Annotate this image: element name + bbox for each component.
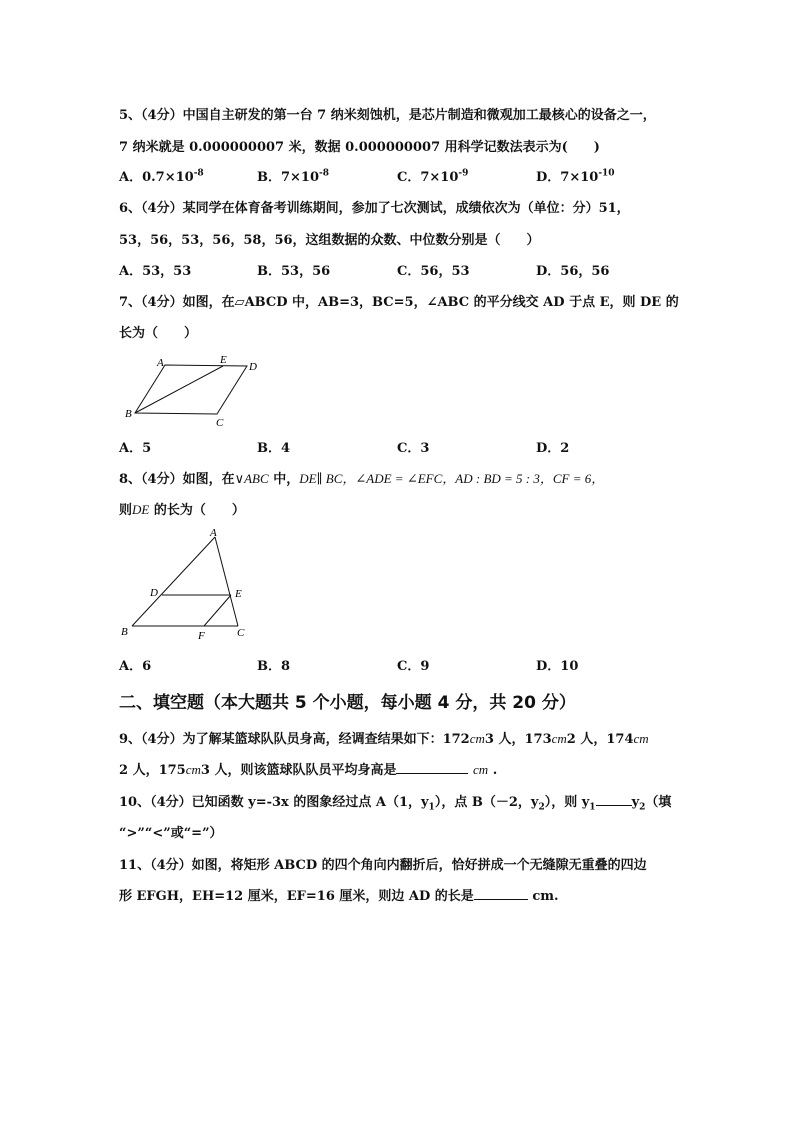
q7-parallelogram — [135, 365, 247, 414]
q8-label-c: C — [237, 627, 245, 639]
q5-option-c: C．$7\times 10^{-9}$ — [397, 168, 469, 185]
q7-label-c: C — [216, 417, 224, 429]
q7-bisector-be — [135, 366, 223, 413]
q7-label-b: B — [125, 408, 132, 420]
q7-option-b: B．4 — [257, 441, 291, 456]
q5-option-b: B．$7\times 10^{-8}$ — [257, 168, 330, 185]
q8-triangle-figure — [118, 525, 258, 645]
q8-line2: 则DE 的长为（ ） — [119, 502, 245, 518]
q8-option-d: D．10 — [536, 659, 579, 674]
q8-label-b: B — [121, 626, 128, 638]
q7-label-e: E — [220, 354, 227, 366]
q5-line2: 7 纳米就是 0.000000007 米，数据 0.000000007 用科学记数法表示为( ) — [119, 140, 600, 155]
q8-side-ac — [215, 537, 238, 626]
q10-line1: 10、（4分）已知函数 y=-3x 的图象经过点 A（1，$y_1$），点 B（－2，$y_2$），则 $y_1$ $y_2$（填 — [119, 795, 672, 813]
q8-label-a: A — [210, 527, 217, 539]
q8-label-d: D — [150, 587, 158, 599]
section-title-fill-in: 二、填空题（本大题共 5 个小题，每小题 4 分，共 20 分） — [119, 693, 576, 713]
q11-answer-blank[interactable] — [474, 887, 528, 900]
q6-line1: 6、（4分）某同学在体育备考训练期间，参加了七次测试，成绩依次为（单位：分）51， — [119, 201, 630, 216]
q6-option-b: B．53，56 — [257, 264, 331, 279]
q8-line1: 8、（4分）如图，在∨ABC 中，DE∥ BC，∠ADE = ∠EFC，AD : BD = 5 : 3，CF = 6， — [119, 471, 605, 487]
q7-label-a: A — [157, 357, 164, 369]
q8-option-a: A．6 — [119, 659, 152, 674]
q7-label-d: D — [249, 361, 257, 373]
q8-side-ab — [132, 537, 215, 626]
q10-line2: “>”“<”或“=”） — [119, 826, 223, 841]
q7-line2: 长为（ ） — [119, 326, 198, 341]
q9-line1: 9、（4分）为了解某篮球队队员身高，经调查结果如下：172cm3 人，173cm2 人，174cm — [119, 731, 649, 747]
q8-option-c: C．9 — [397, 659, 430, 674]
q6-option-c: C．56，53 — [397, 264, 470, 279]
q10-answer-blank[interactable] — [596, 793, 632, 806]
q9-line2: 2 人，175cm3 人，则该篮球队队员平均身高是 cm . — [119, 762, 498, 778]
q8-segment-ef — [204, 595, 231, 626]
q7-option-a: A．5 — [119, 441, 152, 456]
q7-parallelogram-figure — [120, 352, 270, 432]
q5-option-a: A．$0.7\times 10^{-8}$ — [119, 168, 204, 185]
q7-line1: 7、（4分）如图，在▱ABCD 中，AB=3，BC=5，∠ABC 的平分线交 AD 于点 E，则 DE 的 — [119, 295, 679, 310]
q8-label-f: F — [198, 630, 205, 642]
q8-label-e: E — [235, 588, 242, 600]
q6-option-d: D．56，56 — [536, 264, 610, 279]
q7-option-c: C．3 — [397, 441, 430, 456]
q11-line2: 形 EFGH，EH=12 厘米，EF=16 厘米，则边 AD 的长是 cm. — [119, 889, 559, 904]
q7-option-d: D．2 — [536, 441, 570, 456]
q6-line2: 53，56，53，56，58，56，这组数据的众数、中位数分别是（ ） — [119, 233, 540, 248]
q8-option-b: B．8 — [257, 659, 291, 674]
q5-option-d: D．$7\times 10^{-10}$ — [536, 168, 615, 185]
q9-answer-blank[interactable] — [396, 761, 468, 774]
q11-line1: 11、（4分）如图，将矩形 ABCD 的四个角向内翻折后，恰好拼成一个无缝隙无重叠的四边 — [119, 858, 647, 873]
q5-line1: 5、（4分）中国自主研发的第一台 7 纳米刻蚀机，是芯片制造和微观加工最核心的设备之一， — [119, 108, 656, 123]
q6-option-a: A．53，53 — [119, 264, 192, 279]
